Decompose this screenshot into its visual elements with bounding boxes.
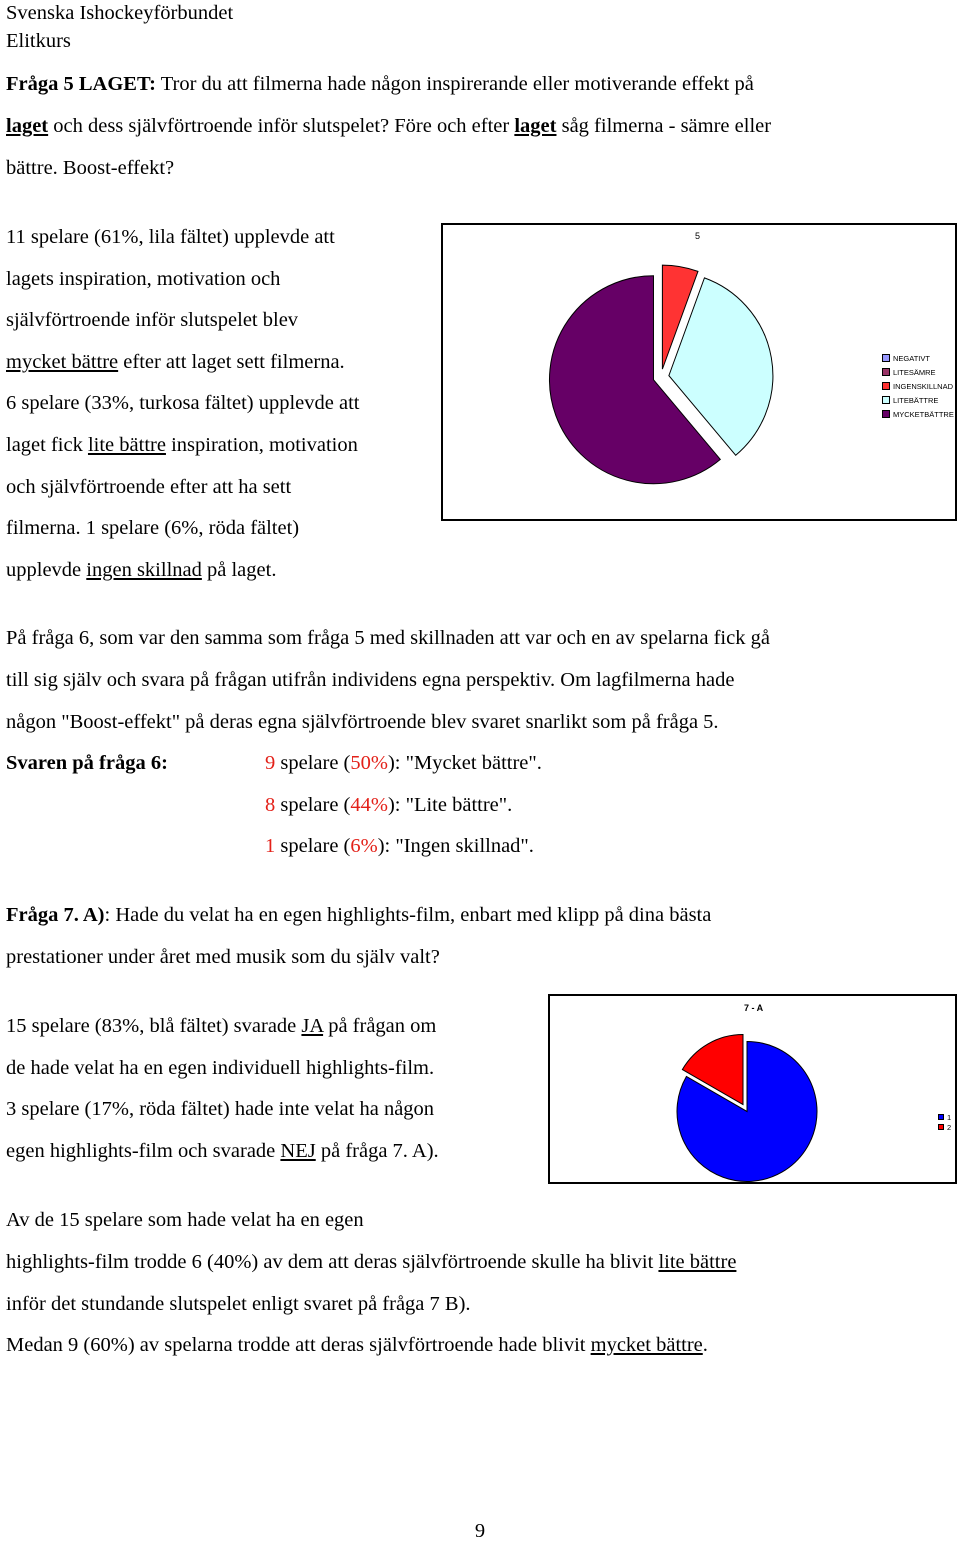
q5-body-line-6 bbox=[6, 433, 358, 457]
q7-body-line-1 bbox=[6, 1014, 436, 1038]
q5-text2: och dess självförtroende inför slutspelet? Före och efter bbox=[48, 115, 515, 137]
legend-swatch bbox=[938, 1114, 944, 1120]
chart-q5-svg bbox=[443, 225, 955, 519]
chart-q7 bbox=[548, 994, 957, 1184]
q5-question-line-2 bbox=[6, 114, 771, 138]
q5-body-line-4 bbox=[6, 350, 345, 374]
legend-item bbox=[882, 365, 954, 379]
q7-after-line-2 bbox=[6, 1250, 736, 1274]
answer-pct: 6% bbox=[350, 835, 378, 857]
q6-answer-2 bbox=[265, 793, 512, 817]
q6-paragraph-line-1: På fråga 6, som var den samma som fråga 5 med skillnaden att var och en av spelarna fick gå bbox=[6, 627, 770, 649]
header-course: Elitkurs bbox=[6, 30, 71, 52]
legend-swatch bbox=[882, 368, 890, 376]
q7-body-line-4-a: egen highlights-film och svarade bbox=[6, 1140, 281, 1162]
legend-swatch bbox=[882, 410, 890, 418]
q7-after-line-4-b: . bbox=[702, 1334, 708, 1356]
legend-item bbox=[938, 1122, 951, 1132]
q7-body-line-1-b: på frågan om bbox=[323, 1015, 437, 1037]
chart-q5-title: 5 bbox=[695, 231, 701, 241]
legend-label: NEGATIVT bbox=[893, 353, 930, 363]
answer-count: 8 bbox=[265, 794, 276, 816]
q5-body-line-1: 11 spelare (61%, lila fältet) upplevde att bbox=[6, 226, 335, 248]
q6-answer-3 bbox=[265, 834, 534, 858]
chart-q7-title: 7 - A bbox=[744, 1003, 764, 1013]
q5-lite-battre: lite bättre bbox=[87, 434, 166, 456]
q7-question-line-1 bbox=[6, 903, 711, 927]
q7-mycket-battre: mycket bättre bbox=[590, 1334, 703, 1356]
legend-label: LITEBÄTTRE bbox=[893, 395, 939, 405]
q7-body-line-4-b: på fråga 7. A). bbox=[315, 1140, 439, 1162]
legend-item bbox=[882, 407, 954, 421]
legend-label: 2 bbox=[947, 1122, 952, 1132]
q5-question-line-3: bättre. Boost-effekt? bbox=[6, 157, 175, 179]
q5-label: Fråga 5 LAGET: bbox=[6, 73, 156, 95]
q7-question-line-2: prestationer under året med musik som du själv valt? bbox=[6, 946, 440, 968]
q7-after-line-1: Av de 15 spelare som hade velat ha en egen bbox=[6, 1209, 364, 1231]
q7-nej: NEJ bbox=[280, 1140, 316, 1162]
q5-laget-1: laget bbox=[6, 115, 49, 137]
q5-body-line-6-b: inspiration, motivation bbox=[165, 434, 358, 456]
legend-swatch bbox=[882, 396, 890, 404]
answer-count: 1 bbox=[265, 835, 276, 857]
answer-mid: spelare ( bbox=[275, 794, 351, 816]
q7-body-line-2: de hade velat ha en egen individuell highlights-film. bbox=[6, 1057, 435, 1079]
legend-label: 1 bbox=[947, 1112, 952, 1122]
answer-mid: spelare ( bbox=[275, 835, 351, 857]
q7-lite-battre: lite bättre bbox=[658, 1251, 737, 1273]
q7-after-line-2-a: highlights-film trodde 6 (40%) av dem att deras självförtroende skulle ha blivit bbox=[6, 1251, 659, 1273]
q7-after-line-3: inför det stundande slutspelet enligt svaret på fråga 7 B). bbox=[6, 1293, 471, 1315]
legend-item bbox=[882, 379, 954, 393]
q6-answers-label: Svaren på fråga 6: bbox=[6, 752, 168, 774]
q5-body-line-2: lagets inspiration, motivation och bbox=[6, 268, 281, 290]
q5-laget-2: laget bbox=[514, 115, 557, 137]
q6-answer-1 bbox=[265, 751, 542, 775]
q7-body-line-1-a: 15 spelare (83%, blå fältet) svarade bbox=[6, 1015, 302, 1037]
page-number: 9 bbox=[474, 1520, 486, 1542]
legend-swatch bbox=[882, 382, 890, 390]
q5-mycket-battre: mycket bättre bbox=[6, 351, 119, 373]
answer-text: ): "Ingen skillnad". bbox=[377, 835, 534, 857]
q5-body-line-7: och självförtroende efter att ha sett bbox=[6, 476, 292, 498]
legend-label: INGENSKILLNAD bbox=[893, 381, 954, 391]
legend-item bbox=[882, 351, 954, 365]
q5-text1: Tror du att filmerna hade någon inspirerande eller motiverande effekt på bbox=[155, 73, 754, 95]
q7-body-line-4 bbox=[6, 1139, 439, 1163]
q6-paragraph-line-2: till sig själv och svara på frågan utifrån individens egna perspektiv. Om lagfilmerna hade bbox=[6, 669, 735, 691]
q6-paragraph-line-3: någon "Boost-effekt" på deras egna självförtroende blev svaret snarlikt som på fråga 5. bbox=[6, 711, 719, 733]
q5-question-line-1 bbox=[6, 72, 754, 96]
q5-body-line-5: 6 spelare (33%, turkosa fältet) upplevde att bbox=[6, 392, 360, 414]
legend-swatch bbox=[938, 1124, 944, 1130]
q5-text3: såg filmerna - sämre eller bbox=[556, 115, 772, 137]
answer-pct: 44% bbox=[350, 794, 388, 816]
q5-body-line-3: självförtroende inför slutspelet blev bbox=[6, 309, 299, 331]
q5-body-line-6-a: laget fick bbox=[6, 434, 88, 456]
answer-pct: 50% bbox=[350, 752, 388, 774]
q5-body-line-9-a: upplevde bbox=[6, 559, 87, 581]
chart-q5-legend bbox=[882, 351, 954, 421]
q7-label: Fråga 7. A) bbox=[6, 904, 105, 926]
legend-swatch bbox=[882, 354, 890, 362]
q7-after-line-4-a: Medan 9 (60%) av spelarna trodde att deras självförtroende hade blivit bbox=[6, 1334, 591, 1356]
legend-item bbox=[938, 1112, 951, 1122]
q5-body-line-8: filmerna. 1 spelare (6%, röda fältet) bbox=[6, 517, 300, 539]
chart-q7-svg bbox=[550, 996, 955, 1182]
q5-ingen-skillnad: ingen skillnad bbox=[86, 559, 202, 581]
q5-body-line-9 bbox=[6, 558, 276, 582]
q5-body-line-4-rest: efter att laget sett filmerna. bbox=[118, 351, 345, 373]
q7-body-line-3: 3 spelare (17%, röda fältet) hade inte velat ha någon bbox=[6, 1098, 435, 1120]
legend-item bbox=[882, 393, 954, 407]
q7-ja: JA bbox=[301, 1015, 324, 1037]
chart-q5 bbox=[441, 223, 957, 521]
answer-text: ): "Mycket bättre". bbox=[387, 752, 542, 774]
chart-q7-legend bbox=[938, 1112, 951, 1132]
answer-mid: spelare ( bbox=[275, 752, 351, 774]
answer-text: ): "Lite bättre". bbox=[387, 794, 513, 816]
legend-label: MYCKETBÄTTRE bbox=[893, 409, 954, 419]
legend-label: LITESÄMRE bbox=[893, 367, 936, 377]
q7-text1: : Hade du velat ha en egen highlights-film, enbart med klipp på dina bästa bbox=[104, 904, 712, 926]
header-org: Svenska Ishockeyförbundet bbox=[6, 2, 234, 24]
answer-count: 9 bbox=[265, 752, 276, 774]
q7-after-line-4 bbox=[6, 1333, 708, 1357]
q5-body-line-9-b: på laget. bbox=[201, 559, 277, 581]
